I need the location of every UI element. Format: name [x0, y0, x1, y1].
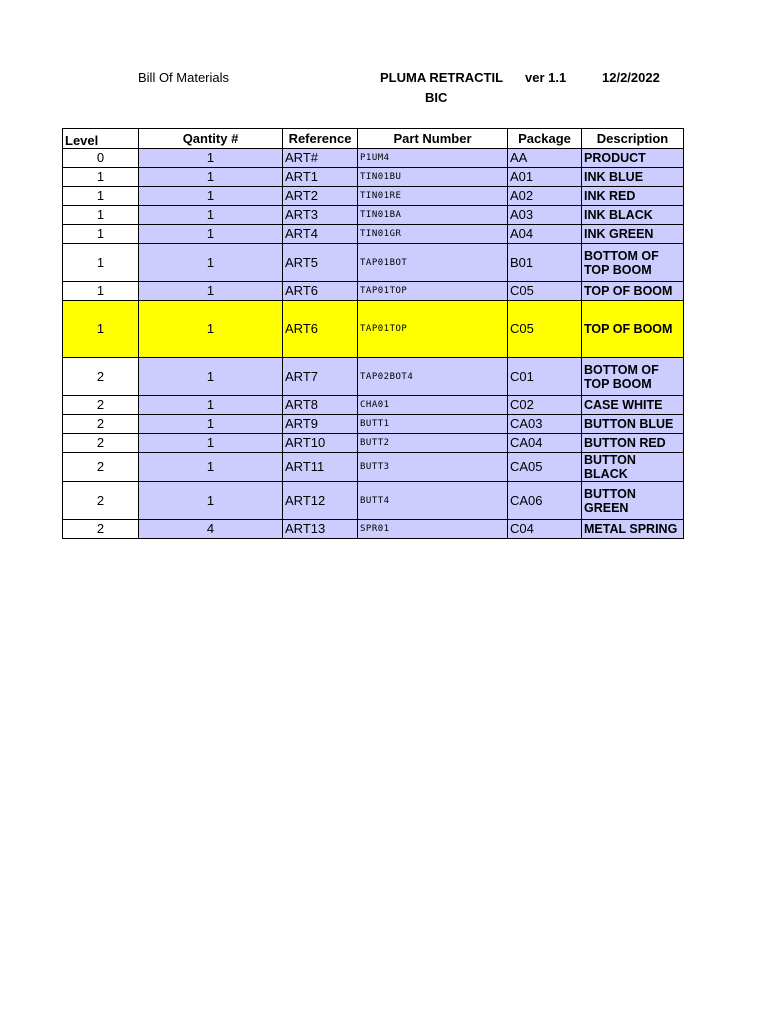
- reference-cell: ART8: [283, 396, 358, 415]
- reference-cell: ART1: [283, 168, 358, 187]
- quantity-cell: 1: [139, 434, 283, 453]
- table-row: [63, 358, 684, 396]
- level-cell: 1: [63, 206, 139, 225]
- part-number-cell: TAP01TOP: [358, 301, 508, 358]
- quantity-cell: 1: [139, 358, 283, 396]
- level-cell: 2: [63, 520, 139, 539]
- package-cell: CA04: [508, 434, 582, 453]
- description-cell: TOP OF BOOM: [582, 282, 684, 301]
- description-cell: BUTTON BLUE: [582, 415, 684, 434]
- document-date: 12/2/2022: [602, 70, 660, 85]
- part-number-cell: BUTT1: [358, 415, 508, 434]
- quantity-cell: 1: [139, 282, 283, 301]
- level-cell: 2: [63, 358, 139, 396]
- level-cell: 2: [63, 396, 139, 415]
- package-cell: C04: [508, 520, 582, 539]
- table-row: [63, 149, 684, 168]
- package-cell: B01: [508, 244, 582, 282]
- quantity-cell: 1: [139, 206, 283, 225]
- table-row: [63, 453, 684, 482]
- reference-cell: ART6: [283, 301, 358, 358]
- part-number-cell: TIN01GR: [358, 225, 508, 244]
- table-row: [63, 482, 684, 520]
- document-title: Bill Of Materials: [138, 70, 230, 85]
- part-number-cell: CHA01: [358, 396, 508, 415]
- quantity-cell: 1: [139, 149, 283, 168]
- part-number-cell: TAP01BOT: [358, 244, 508, 282]
- description-cell: BUTTON BLACK: [582, 453, 684, 482]
- description-cell: BOTTOM OF TOP BOOM: [582, 358, 684, 396]
- table-row: [63, 520, 684, 539]
- table-row: [63, 301, 684, 358]
- col-header-description: Description: [582, 129, 684, 149]
- package-cell: C02: [508, 396, 582, 415]
- description-cell: TOP OF BOOM: [582, 301, 684, 358]
- part-number-cell: TAP01TOP: [358, 282, 508, 301]
- part-number-cell: BUTT3: [358, 453, 508, 482]
- part-number-cell: P1UM4: [358, 149, 508, 168]
- package-cell: A03: [508, 206, 582, 225]
- part-number-cell: BUTT4: [358, 482, 508, 520]
- description-cell: INK BLACK: [582, 206, 684, 225]
- brand-name: BIC: [425, 90, 448, 105]
- col-header-quantity: Qantity #: [139, 129, 283, 149]
- part-number-cell: SPR01: [358, 520, 508, 539]
- version-label: ver 1.1: [525, 70, 567, 85]
- quantity-cell: 1: [139, 453, 283, 482]
- table-row: [63, 225, 684, 244]
- package-cell: AA: [508, 149, 582, 168]
- level-cell: 1: [63, 244, 139, 282]
- part-number-cell: TIN01RE: [358, 187, 508, 206]
- table-row: [63, 282, 684, 301]
- col-header-level: Level: [63, 129, 139, 149]
- reference-cell: ART2: [283, 187, 358, 206]
- reference-cell: ART3: [283, 206, 358, 225]
- reference-cell: ART10: [283, 434, 358, 453]
- description-cell: BUTTON RED: [582, 434, 684, 453]
- col-header-part-number: Part Number: [358, 129, 508, 149]
- level-cell: 1: [63, 225, 139, 244]
- quantity-cell: 1: [139, 396, 283, 415]
- level-cell: 1: [63, 187, 139, 206]
- quantity-cell: 1: [139, 168, 283, 187]
- package-cell: A02: [508, 187, 582, 206]
- package-cell: A04: [508, 225, 582, 244]
- bom-table: [62, 128, 684, 539]
- description-cell: INK RED: [582, 187, 684, 206]
- reference-cell: ART6: [283, 282, 358, 301]
- description-cell: BUTTON GREEN: [582, 482, 684, 520]
- package-cell: CA03: [508, 415, 582, 434]
- package-cell: CA06: [508, 482, 582, 520]
- package-cell: C05: [508, 282, 582, 301]
- header-row: [63, 129, 684, 149]
- description-cell: PRODUCT: [582, 149, 684, 168]
- description-cell: INK GREEN: [582, 225, 684, 244]
- part-number-cell: TIN01BA: [358, 206, 508, 225]
- bom-table-body: [63, 149, 684, 539]
- quantity-cell: 1: [139, 187, 283, 206]
- package-cell: C05: [508, 301, 582, 358]
- description-cell: BOTTOM OF TOP BOOM: [582, 244, 684, 282]
- package-cell: CA05: [508, 453, 582, 482]
- quantity-cell: 1: [139, 415, 283, 434]
- reference-cell: ART5: [283, 244, 358, 282]
- table-row: [63, 187, 684, 206]
- table-row: [63, 434, 684, 453]
- level-cell: 2: [63, 482, 139, 520]
- quantity-cell: 4: [139, 520, 283, 539]
- level-cell: 0: [63, 149, 139, 168]
- level-cell: 2: [63, 434, 139, 453]
- reference-cell: ART12: [283, 482, 358, 520]
- part-number-cell: BUTT2: [358, 434, 508, 453]
- reference-cell: ART4: [283, 225, 358, 244]
- level-cell: 1: [63, 168, 139, 187]
- reference-cell: ART11: [283, 453, 358, 482]
- reference-cell: ART7: [283, 358, 358, 396]
- description-cell: METAL SPRING: [582, 520, 684, 539]
- table-row: [63, 168, 684, 187]
- reference-cell: ART13: [283, 520, 358, 539]
- table-row: [63, 244, 684, 282]
- quantity-cell: 1: [139, 225, 283, 244]
- description-cell: INK BLUE: [582, 168, 684, 187]
- reference-cell: ART9: [283, 415, 358, 434]
- quantity-cell: 1: [139, 482, 283, 520]
- quantity-cell: 1: [139, 244, 283, 282]
- table-row: [63, 415, 684, 434]
- level-cell: 1: [63, 282, 139, 301]
- col-header-reference: Reference: [283, 129, 358, 149]
- part-number-cell: TAP02BOT4: [358, 358, 508, 396]
- col-header-package: Package: [508, 129, 582, 149]
- reference-cell: ART#: [283, 149, 358, 168]
- description-cell: CASE WHITE: [582, 396, 684, 415]
- part-number-cell: TIN01BU: [358, 168, 508, 187]
- level-cell: 1: [63, 301, 139, 358]
- level-cell: 2: [63, 453, 139, 482]
- level-cell: 2: [63, 415, 139, 434]
- table-row: [63, 396, 684, 415]
- product-name: PLUMA RETRACTIL: [380, 70, 504, 85]
- quantity-cell: 1: [139, 301, 283, 358]
- package-cell: A01: [508, 168, 582, 187]
- table-row: [63, 206, 684, 225]
- package-cell: C01: [508, 358, 582, 396]
